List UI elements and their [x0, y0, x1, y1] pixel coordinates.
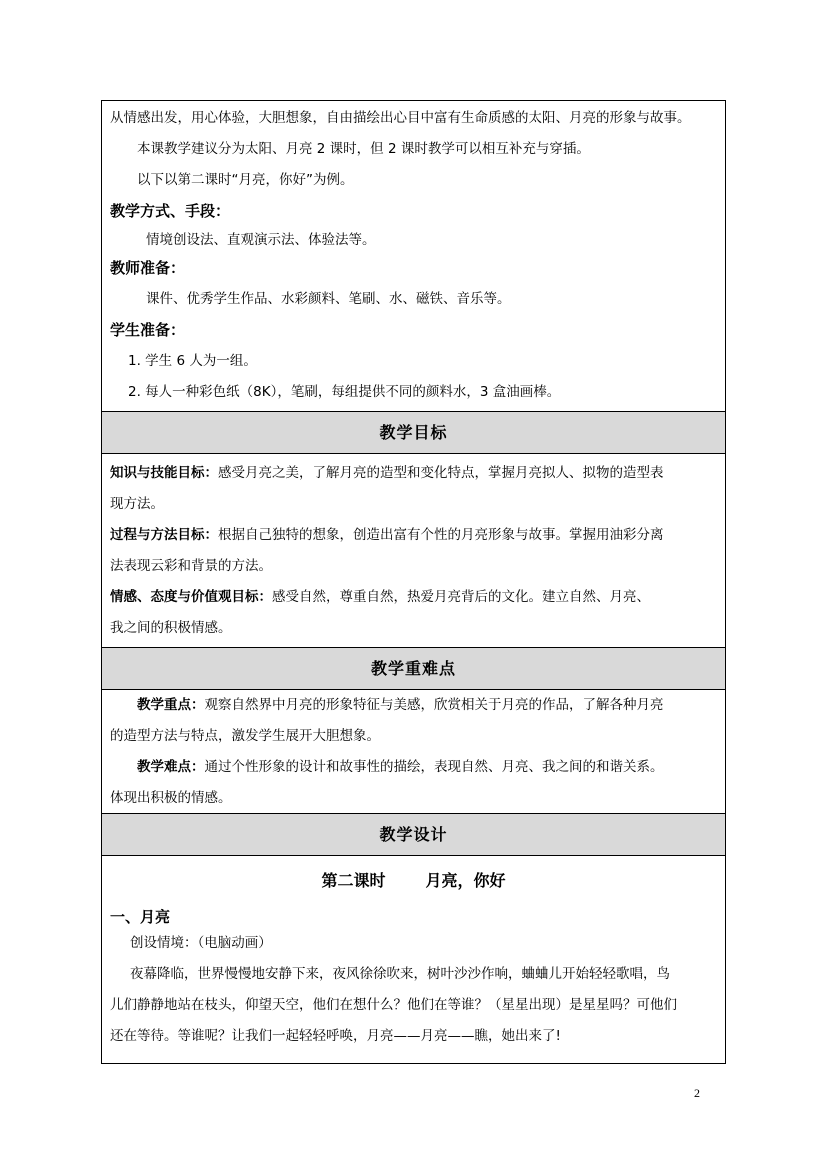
key-point-line-1 — [110, 690, 717, 721]
process-goal-text: 根据自己独特的想象，创造出富有个性的月亮形象与故事。掌握用油彩分离 — [218, 527, 664, 543]
key-point-label: 教学重点： — [137, 697, 205, 713]
scene-label: 创设情境：（电脑动画） — [130, 935, 272, 951]
story-line-1: 夜幕降临，世界慢慢地安静下来，夜风徐徐吹来，树叶沙沙作响，蛐蛐儿开始轻轻歌唱，鸟 — [130, 966, 670, 982]
knowledge-goal-text: 感受月亮之美，了解月亮的造型和变化特点，掌握月亮拟人、拟物的造型表 — [218, 465, 664, 481]
key-point-line-2: 的造型方法与特点，激发学生展开大胆想象。 — [110, 728, 380, 744]
goals-heading: 教学目标 — [102, 411, 725, 453]
story-line-3: 还在等待。等谁呢？让我们一起轻轻呼唤，月亮——月亮——瞧，她出来了! — [110, 1028, 561, 1044]
preparation-cell — [102, 101, 725, 411]
lesson-label: 第二课时 — [321, 871, 386, 890]
lesson-plan-table — [101, 100, 726, 1064]
knowledge-goal-line-2: 现方法。 — [110, 496, 164, 512]
story-line-2: 儿们静静地站在枝头，仰望天空，他们在想什么？他们在等谁？（星星出现）是星星吗？可他们 — [110, 997, 677, 1013]
difficulty-line-1 — [110, 752, 717, 783]
emotion-goal-line-1 — [110, 582, 717, 613]
method-text: 情境创设法、直观演示法、体验法等。 — [146, 232, 376, 248]
intro-line-3: 以下以第二课时“月亮，你好”为例。 — [137, 172, 354, 188]
student-prep-item-1: 1. 学生 6 人为一组。 — [128, 353, 257, 369]
teacher-prep-text: 课件、优秀学生作品、水彩颜料、笔刷、水、磁铁、音乐等。 — [146, 291, 511, 307]
lesson-title — [110, 856, 717, 906]
emotion-goal-line-2: 我之间的积极情感。 — [110, 620, 232, 636]
knowledge-goal-label: 知识与技能目标： — [110, 465, 218, 481]
page-number: 2 — [694, 1086, 700, 1100]
knowledge-goal-line-1 — [110, 458, 717, 489]
design-heading: 教学设计 — [102, 813, 725, 855]
student-prep-item-2: 2. 每人一种彩色纸（8K），笔刷，每组提供不同的颜料水，3 盒油画棒。 — [128, 384, 561, 400]
goals-cell — [102, 453, 725, 647]
lesson-name: 月亮，你好 — [425, 871, 506, 890]
key-points-cell — [102, 689, 725, 813]
difficulty-line-2: 体现出积极的情感。 — [110, 790, 232, 806]
student-prep-heading: 学生准备： — [110, 321, 186, 339]
key-points-heading: 教学重难点 — [102, 647, 725, 689]
intro-line-1: 从情感出发，用心体验，大胆想象，自由描绘出心目中富有生命质感的太阳、月亮的形象与故事。 — [110, 110, 691, 126]
method-heading: 教学方式、手段： — [110, 202, 231, 220]
teacher-prep-heading: 教师准备： — [110, 259, 186, 277]
section-1-heading: 一、月亮 — [110, 908, 171, 926]
difficulty-label: 教学难点： — [137, 759, 205, 775]
process-goal-line-2: 法表现云彩和背景的方法。 — [110, 558, 272, 574]
intro-line-2: 本课教学建议分为太阳、月亮 2 课时，但 2 课时教学可以相互补充与穿插。 — [137, 141, 590, 157]
design-cell — [102, 855, 725, 1063]
key-point-text: 观察自然界中月亮的形象特征与美感，欣赏相关于月亮的作品，了解各种月亮 — [204, 697, 664, 713]
emotion-goal-text: 感受自然，尊重自然，热爱月亮背后的文化。建立自然、月亮、 — [272, 589, 650, 605]
difficulty-text: 通过个性形象的设计和故事性的描绘，表现自然、月亮、我之间的和谐关系。 — [204, 759, 664, 775]
process-goal-label: 过程与方法目标： — [110, 527, 218, 543]
process-goal-line-1 — [110, 520, 717, 551]
emotion-goal-label: 情感、态度与价值观目标： — [110, 589, 272, 605]
